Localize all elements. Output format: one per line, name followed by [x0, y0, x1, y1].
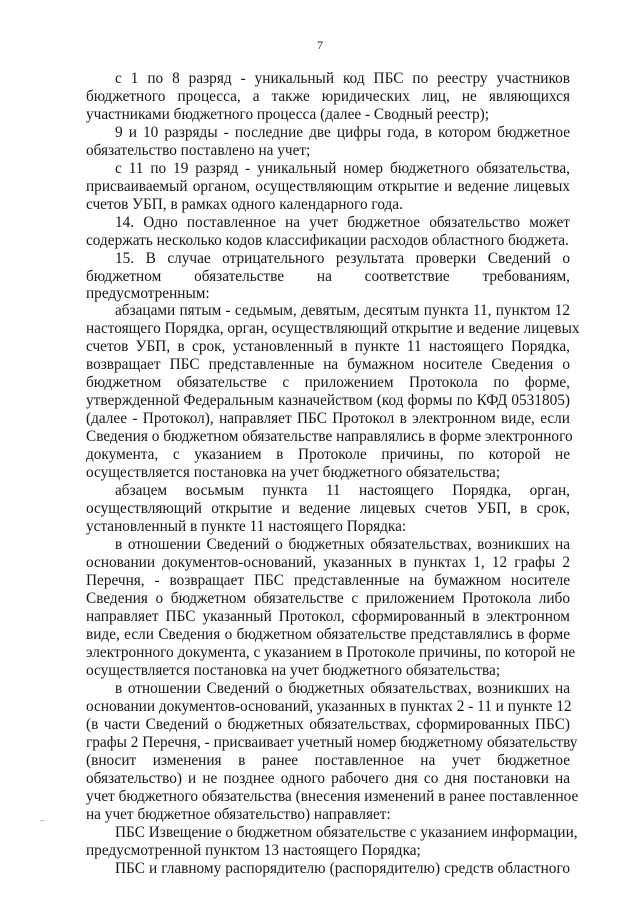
text-line: счетов УБП, в срок, установленный в пункте 11 настоящего Порядка, [86, 338, 570, 355]
text-line: в отношении Сведений о бюджетных обязательствах, возникших на [115, 680, 570, 697]
text-line: содержать несколько кодов классификации расходов областного бюджета. [86, 232, 569, 249]
text-line: на учет бюджетное обязательство) направляет: [86, 806, 391, 823]
text-line: утвержденной Федеральным казначейством (код формы по КФД 0531805) [86, 392, 570, 409]
text-line: установленный в пункте 11 настоящего Порядка: [86, 518, 407, 535]
text-line: бюджетном обязательстве с приложением Протокола по форме, [86, 374, 570, 391]
text-line: осуществляется постановка на учет бюджетного обязательства; [86, 662, 501, 679]
text-line: настоящего Порядка, орган, осуществляющий открытие и ведение лицевых [86, 320, 580, 337]
text-line: (вносит изменения в ранее поставленное на учет бюджетное [86, 752, 570, 769]
text-line: счетов УБП, в рамках одного календарного года. [86, 196, 403, 213]
text-line: учет бюджетного обязательства (внесения изменений в ранее поставленное [86, 788, 579, 805]
text-line: основании документов-оснований, указанных в пунктах 1, 12 графы 2 [86, 554, 570, 571]
text-line: присваиваемый органом, осуществляющим открытие и ведение лицевых [86, 178, 570, 195]
text-line: бюджетного процесса, а также юридических лиц, не являющихся [86, 88, 570, 105]
text-line: с 1 по 8 разряд - уникальный код ПБС по реестру участников [115, 70, 570, 87]
text-line: (в части Сведений о бюджетных обязательствах, сформированных ПБС) [86, 716, 570, 733]
page-number: 7 [317, 38, 323, 52]
text-line: предусмотренным: [86, 285, 210, 302]
text-line: с 11 по 19 разряд - уникальный номер бюджетного обязательства, [115, 160, 570, 177]
text-line: возвращает ПБС представленные на бумажном носителе Сведения о [86, 356, 570, 373]
text-line: Сведения о бюджетном обязательстве с приложением Протокола либо [86, 590, 570, 607]
text-line: 14. Одно поставленное на учет бюджетное обязательство может [115, 214, 570, 231]
text-line: участниками бюджетного процесса (далее - Сводный реестр); [86, 106, 489, 123]
text-line: Сведения о бюджетном обязательстве направлялись в форме электронного [86, 428, 573, 445]
text-line: абзацами пятым - седьмым, девятым, десятым пункта 11, пунктом 12 [115, 302, 570, 319]
text-line: осуществляется постановка на учет бюджетного обязательства; [86, 464, 501, 481]
text-line: 15. В случае отрицательного результата проверки Сведений о [115, 250, 570, 267]
text-line: электронного документа, с указанием в Протоколе причины, по которой не [86, 644, 576, 661]
text-line: документа, с указанием в Протоколе причины, по которой не [86, 446, 570, 463]
text-line: виде, если Сведения о бюджетном обязательстве представлялись в форме [86, 626, 570, 643]
text-line: ПБС и главному распорядителю (распорядителю) средств областного [115, 860, 570, 877]
text-line: абзацем восьмым пункта 11 настоящего Порядка, орган, [115, 482, 570, 499]
text-line: Перечня, - возвращает ПБС представленные на бумажном носителе [86, 572, 570, 589]
text-line: осуществляющий открытие и ведение лицевых счетов УБП, в срок, [86, 500, 570, 517]
text-line: в отношении Сведений о бюджетных обязательствах, возникших на [115, 536, 570, 553]
text-line: 9 и 10 разряды - последние две цифры года, в котором бюджетное [115, 124, 570, 141]
text-line: предусмотренной пунктом 13 настоящего Порядка; [86, 842, 421, 859]
text-line: (далее - Протокол), направляет ПБС Протокол в электронном виде, если [86, 410, 570, 427]
text-line: ПБС Извещение о бюджетном обязательстве с указанием информации, [115, 824, 578, 841]
text-line: обязательство поставлено на учет; [86, 142, 311, 159]
scan-mark [40, 820, 44, 821]
text-line: направляет ПБС указанный Протокол, сформированный в электронном [86, 608, 570, 625]
text-line: основании документов-оснований, указанных в пунктах 2 - 11 и пункте 12 [86, 698, 572, 715]
text-line: бюджетном обязательстве на соответствие требованиям, [86, 268, 570, 285]
text-line: графы 2 Перечня, - присваивает учетный номер бюджетному обязательству [86, 734, 578, 751]
text-line: обязательство) и не позднее одного рабочего дня со дня постановки на [86, 770, 570, 787]
